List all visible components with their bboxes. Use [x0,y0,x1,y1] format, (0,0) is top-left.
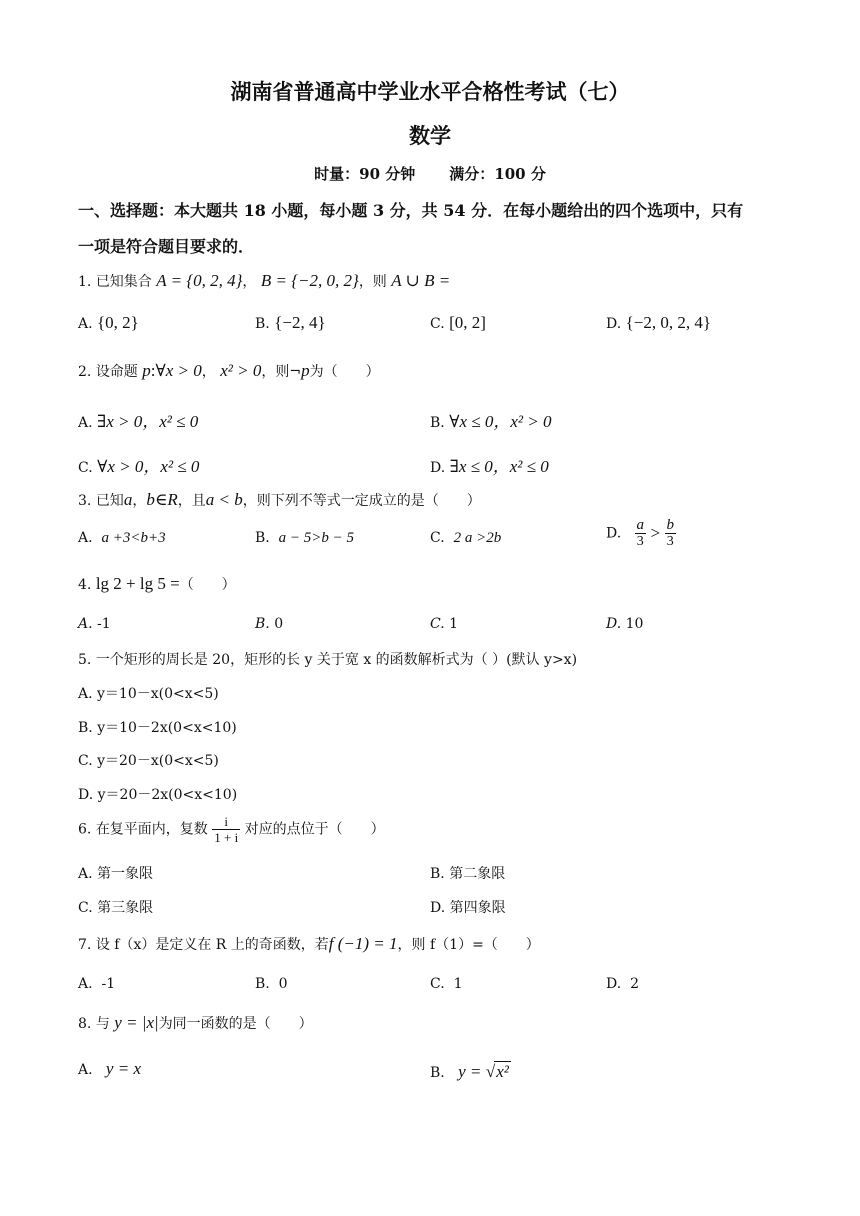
question-number: 1. [78,274,92,290]
question-number: 4. [78,577,92,593]
math-var: R [167,490,178,509]
q7-option-a [78,976,115,992]
question-text: ，则 [358,274,387,290]
option-value: 2 [630,976,640,992]
time-label: 时量：90 分钟 [314,165,416,183]
option-label: D. [606,316,622,332]
option-value: y = x [105,1059,141,1078]
q4-option-b [255,616,283,632]
option-label: A. [78,530,93,546]
denominator: 3 [666,534,674,549]
option-label: D. [606,525,622,542]
option-label: B. [430,1065,445,1081]
option-label: A. [78,976,93,992]
option-label: C. [430,616,445,632]
option-value: 1 [449,616,459,632]
option-label: B. [430,415,445,431]
q4-option-a [78,616,111,632]
option-value: ∀x ≤ 0，x² > 0 [449,412,552,431]
score-label: 满分：100 分 [449,165,546,183]
subject-title: 数学 [409,123,451,148]
question-text: 对应的点位于（ ） [244,821,385,838]
math-colon: : [150,361,156,380]
option-value: -1 [97,616,111,632]
q2-option-a [78,407,198,432]
option-value: ∃x > 0，x² ≤ 0 [97,412,199,431]
math-expr: ∀x > 0 [155,361,202,380]
question-text: 在复平面内，复数 [95,821,208,838]
option-label: B. [255,616,270,632]
q1-option-b [255,313,326,333]
separator: ， [132,493,147,509]
option-label: C. [430,976,445,992]
option-label: B. [255,976,270,992]
question-6 [78,814,385,845]
q3-option-a [78,530,166,547]
option-label: B. [255,530,270,546]
q2-option-b [430,407,551,432]
option-value: 0 [278,976,288,992]
q4-option-c [430,616,458,632]
option-value: {−2, 0, 2, 4} [625,313,712,332]
separator: ， [242,274,257,290]
question-3 [78,490,481,510]
option-label: B. [255,316,270,332]
question-5 [78,649,577,669]
option-value: a − 5>b − 5 [278,530,355,546]
option-value: y = [458,1062,482,1081]
question-text: 设 f（x）是定义在 R 上的奇函数，若 [95,937,329,953]
section-heading-line2: 一项是符合题目要求的． [78,237,255,256]
option-value: [0, 2] [449,313,486,332]
math-var: a [123,490,133,509]
q2-option-c [78,452,199,477]
question-number: 7. [78,937,92,953]
option-label: C. [78,460,93,476]
q1-option-c [430,313,486,333]
option-value: ∃x ≤ 0，x² ≤ 0 [449,457,549,476]
denominator: 3 [636,534,644,549]
question-number: 2. [78,364,92,380]
fraction [635,518,647,549]
option-label: C. [430,316,445,332]
option-label: D. [606,616,622,632]
option-label: A. [78,316,93,332]
q6-option-b: B. 第二象限 [430,866,506,882]
fraction [665,518,677,549]
set-b: B = {−2, 0, 2} [260,271,359,290]
math-expr: lg 2 + lg 5 = [95,574,180,593]
question-4 [78,574,236,594]
q7-option-d [606,976,639,992]
option-value: {0, 2} [97,313,139,332]
option-label: D. [430,460,446,476]
option-value: 1 [453,976,463,992]
option-label: A. [78,1062,93,1078]
option-value: 0 [274,616,284,632]
q5-option-c: C. y＝20－x(0<x<5) [78,753,219,769]
option-value: ∀x > 0，x² ≤ 0 [97,457,200,476]
page-title: 湖南省普通高中学业水平合格性考试（七） [230,79,630,104]
question-text: 已知 [95,493,124,509]
q3-option-d [606,518,676,549]
question-number: 6. [78,821,92,838]
math-var: p [142,361,151,380]
numerator: b [666,517,675,533]
math-var: p [301,361,310,380]
option-value: 10 [625,616,644,632]
q6-option-a: A. 第一象限 [78,866,154,882]
question-number: 8. [78,1016,92,1032]
q4-option-d [606,616,643,632]
q6-option-d: D. 第四象限 [430,900,506,916]
question-text: 设命题 [95,364,138,380]
question-text: ，且 [177,493,206,509]
q1-option-d [606,313,711,333]
q5-option-d: D. y＝20－2x(0<x<10) [78,787,238,803]
option-label: D. [606,976,622,992]
option-value: 2 a >2b [453,530,502,546]
option-value: {−2, 4} [274,313,326,332]
question-text: 一个矩形的周长是 20，矩形的长 y 关于宽 x 的函数解析式为（ ）(默认 y>x) [95,652,578,668]
q7-option-b [255,976,288,992]
option-value: a +3<b+3 [101,530,166,546]
q5-option-b: B. y＝10－2x(0<x<10) [78,720,237,736]
separator: ， [201,364,216,380]
sqrt-radicand: x² [496,1062,509,1081]
denominator: 1 + i [214,830,239,845]
math-expr: f (−1) = 1 [328,934,398,953]
question-text: 为（ ） [309,364,380,380]
question-number: 3. [78,493,92,509]
question-7 [78,934,540,954]
numerator: i [212,814,240,830]
math-expr: y = |x| [114,1013,159,1032]
q3-option-c [430,530,501,547]
math-symbol: > [650,523,661,543]
question-text: 与 [95,1016,110,1032]
option-label: A. [78,616,93,632]
fraction [212,814,240,845]
q5-option-a: A. y＝10－x(0<x<5) [78,686,219,702]
q1-option-a [78,313,139,333]
question-text: 为同一函数的是（ ） [158,1016,313,1032]
math-expr: x² > 0 [220,361,262,380]
question-1 [78,271,450,291]
section-heading-line1: 一、选择题：本大题共 18 小题，每小题 3 分，共 54 分．在每小题给出的四个选项中，只有 [78,201,744,220]
q3-option-b [255,530,354,547]
q7-option-c [430,976,463,992]
option-label: C. [430,530,445,546]
sqrt-icon: √ [485,1062,496,1081]
question-number: 5. [78,652,92,668]
question-text: ，则 f（1）=（ ） [397,937,540,953]
q8-option-b [430,1061,511,1082]
math-expr: a < b [205,490,243,509]
option-label: A. [78,415,93,431]
numerator: a [636,517,645,533]
math-expr: A ∪ B = [391,271,451,290]
math-symbol: ∈ [154,490,168,509]
question-text: 已知集合 [95,274,152,290]
exam-meta [0,163,860,184]
question-2 [78,361,380,381]
option-value: -1 [101,976,116,992]
question-text: ，则下列不等式一定成立的是（ ） [242,493,481,509]
math-var: b [146,490,155,509]
q8-option-a [78,1059,141,1079]
question-text: （ ） [179,577,236,593]
set-a: A = {0, 2, 4} [156,271,243,290]
q6-option-c: C. 第三象限 [78,900,154,916]
q2-option-d [430,452,549,477]
question-text: ，则¬ [261,364,302,380]
question-8 [78,1013,313,1033]
